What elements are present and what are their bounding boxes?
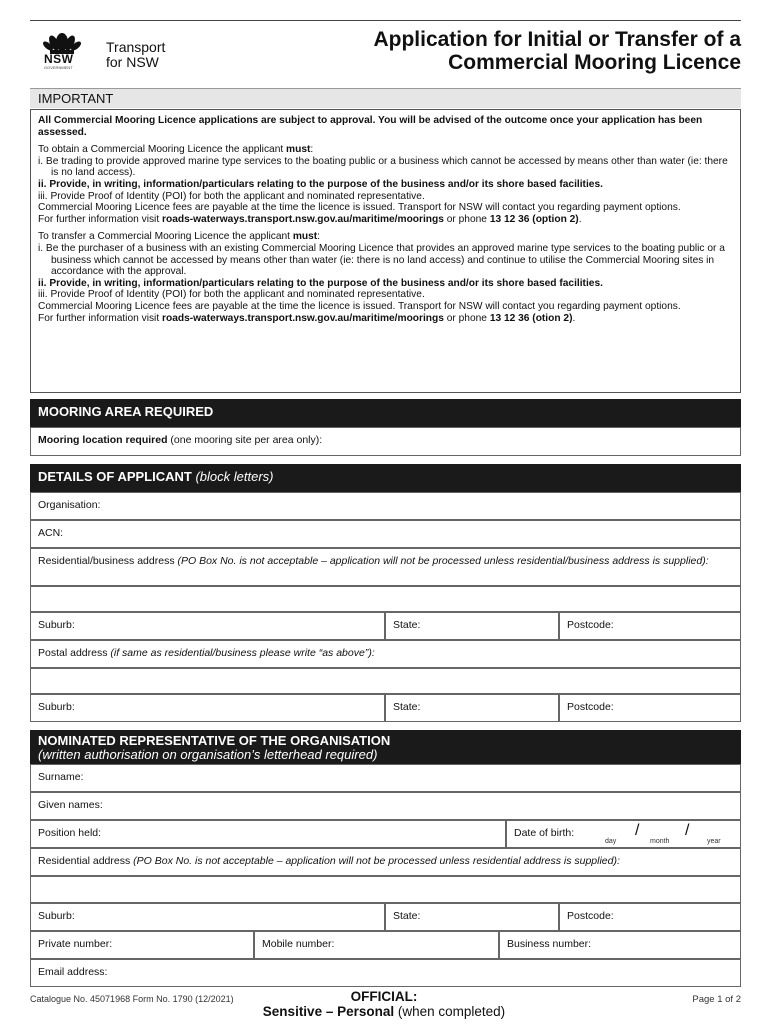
transfer-item-iii: iii. Provide Proof of Identity (POI) for both the applicant and nominated representative.: [38, 289, 425, 301]
obtain-item-ii: [38, 179, 733, 191]
must-2: must: [292, 231, 318, 243]
representative-heading-text: NOMINATED REPRESENTATIVE OF THE ORGANISATION: [38, 733, 391, 748]
dob-year-label: year: [707, 838, 721, 845]
rep-state-field[interactable]: [385, 903, 559, 931]
dob-slash-1: /: [635, 822, 640, 839]
page-number: Page 1 of 2: [692, 994, 741, 1005]
business-number-field[interactable]: [499, 931, 741, 959]
applicant-section-heading: [30, 464, 741, 492]
moorings-link-2[interactable]: roads-waterways.transport.nsw.gov.au/maritime/moorings: [162, 312, 444, 324]
period-1: .: [578, 213, 582, 225]
rep-suburb-field[interactable]: [30, 903, 385, 931]
rep-address-line-2[interactable]: [30, 876, 741, 903]
when-completed-label: (when completed): [394, 1004, 506, 1019]
representative-section-heading: [30, 730, 741, 764]
applicant-address-note: (PO Box No. is not acceptable – application will not be processed unless residential/business address is supplied):: [177, 555, 709, 567]
given-names-label: Given names:: [38, 799, 103, 811]
intro-text: All Commercial Mooring Licence applications are subject to approval. You will be advised of the outcome once your application has been assessed.: [38, 115, 703, 138]
mooring-location-field[interactable]: [30, 427, 741, 456]
postal-suburb-field[interactable]: [30, 694, 385, 722]
postal-state-field[interactable]: [385, 694, 559, 722]
fees-note-2: Commercial Mooring Licence fees are payable at the time the licence is issued. Transport for NSW will contact you regarding payment options.: [38, 300, 681, 312]
postal-address-field[interactable]: [30, 640, 741, 668]
phone-lead-2: or phone: [443, 312, 490, 324]
organisation-field[interactable]: [30, 492, 741, 520]
rep-suburb-label: Suburb:: [38, 910, 75, 922]
organisation-label: Organisation:: [38, 499, 101, 511]
transfer-item-ii-text: ii. Provide, in writing, information/particulars relating to the purpose of the business and/or its shore based facilities.: [38, 277, 603, 289]
logo-for-nsw-line: for NSW: [106, 54, 159, 70]
obtain-item-ii-text: ii. Provide, in writing, information/particulars relating to the purpose of the business and/or its shore based facilities.: [38, 178, 603, 190]
applicant-address-label: Residential/business address: [38, 555, 178, 567]
moorings-link-1[interactable]: roads-waterways.transport.nsw.gov.au/maritime/moorings: [162, 213, 444, 225]
phone-number-2: 13 12 36 (otion 2): [489, 312, 573, 324]
applicant-state-field[interactable]: [385, 612, 559, 640]
title-line-2: Commercial Mooring Licence: [448, 51, 741, 74]
mobile-number-label: Mobile number:: [262, 938, 335, 950]
rep-state-label: State:: [393, 910, 421, 922]
transfer-item-i: i. Be the purchaser of a business with an existing Commercial Mooring Licence that provides an approved marine type services to the boating public or a business which cannot be accessed by means other than water (ie: there is no land access) and continue to utilise the Commercial Mooring sites in accordance with the approval.: [38, 242, 725, 278]
further-info-2: [38, 313, 733, 325]
transfer-item-ii: [38, 278, 733, 290]
mobile-number-field[interactable]: [254, 931, 499, 959]
acn-field[interactable]: [30, 520, 741, 548]
applicant-state-label: State:: [393, 619, 421, 631]
important-heading: IMPORTANT: [30, 88, 741, 108]
obtain-lead: [38, 144, 733, 156]
catalogue-number: Catalogue No. 45071968 Form No. 1790 (12/2021): [30, 994, 234, 1004]
representative-heading-note: (written authorisation on organisation’s letterhead required): [38, 747, 378, 762]
further-lead-1: For further information visit: [38, 213, 162, 225]
email-address-field[interactable]: [30, 959, 741, 987]
postal-address-label: Postal address: [38, 647, 111, 659]
applicant-suburb-field[interactable]: [30, 612, 385, 640]
rep-address-label: Residential address: [38, 855, 134, 867]
mooring-location-note: (one mooring site per area only):: [167, 434, 323, 446]
business-number-label: Business number:: [507, 938, 592, 950]
position-held-field[interactable]: [30, 820, 506, 848]
important-notice: [30, 109, 741, 393]
official-label: OFFICIAL:: [350, 989, 418, 1004]
logo-transport-line: Transport: [106, 39, 166, 55]
applicant-address-field[interactable]: [30, 548, 741, 586]
applicant-postcode-field[interactable]: [559, 612, 741, 640]
postal-address-note: (if same as residential/business please write “as above”):: [110, 647, 375, 659]
postal-address-line-2[interactable]: [30, 668, 741, 694]
logo-transport-text: [106, 40, 165, 70]
applicant-suburb-label: Suburb:: [38, 619, 75, 631]
fees-note-1: Commercial Mooring Licence fees are payable at the time the licence is issued. Transport for NSW will contact you regarding payment options.: [38, 202, 681, 214]
given-names-field[interactable]: [30, 792, 741, 820]
transfer-lead: [38, 231, 733, 243]
postal-postcode-label: Postcode:: [567, 701, 614, 713]
must-1: must: [286, 144, 311, 156]
rep-postcode-field[interactable]: [559, 903, 741, 931]
rep-postcode-label: Postcode:: [567, 910, 614, 922]
dob-slash-2: /: [685, 822, 690, 839]
surname-label: Surname:: [38, 771, 84, 783]
surname-field[interactable]: [30, 764, 741, 792]
date-of-birth-field[interactable]: [506, 820, 741, 848]
further-info-1: [38, 214, 733, 226]
postal-postcode-field[interactable]: [559, 694, 741, 722]
applicant-postcode-label: Postcode:: [567, 619, 614, 631]
colon-1: :: [310, 144, 314, 156]
obtain-item-i: i. Be trading to provide approved marine type services to the boating public or a business which cannot be accessed by means other than water (ie: there is no land access).: [38, 155, 728, 179]
form-title: [373, 28, 741, 74]
title-line-1: Application for Initial or Transfer of a: [373, 28, 741, 51]
dob-day-label: day: [605, 838, 617, 845]
obtain-lead-text: To obtain a Commercial Mooring Licence the applicant: [38, 144, 287, 156]
private-number-field[interactable]: [30, 931, 254, 959]
notice-intro: [38, 115, 733, 138]
security-classification: [244, 989, 524, 1019]
transfer-lead-text: To transfer a Commercial Mooring Licence the applicant: [38, 231, 293, 243]
further-lead-2: For further information visit: [38, 312, 162, 324]
period-2: .: [572, 312, 576, 324]
postal-state-label: State:: [393, 701, 421, 713]
phone-number-1: 13 12 36 (option 2): [489, 213, 579, 225]
email-address-label: Email address:: [38, 966, 108, 978]
rep-address-field[interactable]: [30, 848, 741, 876]
rep-address-note: (PO Box No. is not acceptable – application will not be processed unless residential address is supplied):: [133, 855, 620, 867]
applicant-address-line-2[interactable]: [30, 586, 741, 612]
mooring-section-heading: MOORING AREA REQUIRED: [30, 399, 741, 427]
dob-month-label: month: [650, 838, 670, 845]
logo-government-text: GOVERNMENT: [44, 65, 73, 70]
applicant-heading-text: DETAILS OF APPLICANT: [38, 469, 192, 484]
date-of-birth-label: Date of birth:: [514, 827, 575, 839]
acn-label: ACN:: [38, 527, 64, 539]
colon-2: :: [317, 231, 320, 243]
phone-lead-1: or phone: [443, 213, 490, 225]
private-number-label: Private number:: [38, 938, 113, 950]
mooring-location-label: Mooring location required: [38, 434, 168, 446]
sensitive-label: Sensitive – Personal: [262, 1004, 395, 1019]
obtain-item-iii: iii. Provide Proof of Identity (POI) for both the applicant and nominated representative.: [38, 190, 425, 202]
logo-nsw-text: NSW: [44, 52, 74, 66]
top-rule: [30, 20, 741, 21]
transport-nsw-logo: [38, 28, 178, 73]
applicant-heading-note: (block letters): [195, 469, 274, 484]
position-held-label: Position held:: [38, 827, 102, 839]
postal-suburb-label: Suburb:: [38, 701, 75, 713]
